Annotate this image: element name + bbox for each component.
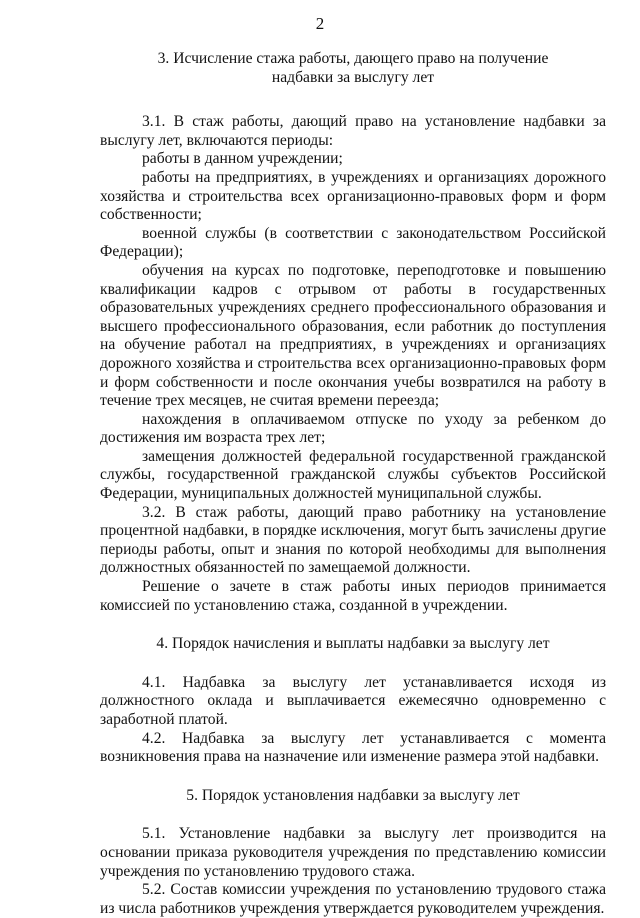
list-item-military-service: военной службы (в соответствии с законодательством Российской Федерации); <box>100 224 606 261</box>
section-4-title: 4. Порядок начисления и выплаты надбавки за выслугу лет <box>156 635 550 653</box>
paragraph-4-1: 4.1. Надбавка за выслугу лет устанавливается исходя из должностного оклада и выплачивается ежемесячно одновременно с заработной платой. <box>100 673 606 728</box>
list-item-civil-service: замещения должностей федеральной государственной гражданской службы, государственной гражданской службы субъектов Российской Федерации, муниципальных должностей муниципальной службы. <box>100 447 606 503</box>
list-item-work-at-enterprises: работы на предприятиях, в учреждениях и организациях дорожного хозяйства и строительства всех организационно-правовых форм и форм собственности; <box>100 168 606 224</box>
paragraph-5-1: 5.1. Установление надбавки за выслугу лет производится на основании приказа руководителя учреждения по представлению комиссии учреждения по установлению трудового стажа. <box>100 825 606 880</box>
list-item-training-courses: обучения на курсах по подготовке, переподготовке и повышению квалификации кадров с отрывом от работы в государственных образовательных учреждениях среднего профессионального образования и высшего профессионального образования, если работник до поступления на обучение работал на предприятиях, в учреждениях и организациях дорожного хозяйства и строительства всех организационно-правовых форм и форм собственности и после окончания учебы возвратился на работу в течение трех месяцев, не считая времени переезда; <box>100 261 606 410</box>
section-5 <box>100 787 606 918</box>
paragraph-3-2: 3.2. В стаж работы, дающий право работнику на установление процентной надбавки, в порядке исключения, могут быть зачислены другие периоды работы, опыт и знания по которой необходимы для выполнения должностных обязанностей по замещаемой должности. <box>100 503 606 577</box>
list-item-parental-leave: нахождения в оплачиваемом отпуске по уходу за ребенком до достижения им возраста трех лет; <box>100 410 606 447</box>
section-3 <box>100 50 606 615</box>
paragraph-5-2: 5.2. Состав комиссии учреждения по установлению трудового стажа из числа работников учреждения утверждается руководителем учреждения. <box>100 881 606 917</box>
section-3-title-line-2: надбавки за выслугу лет <box>271 68 435 86</box>
list-item-work-in-institution: работы в данном учреждении; <box>142 150 343 168</box>
paragraph-4-2: 4.2. Надбавка за выслугу лет устанавливается с момента возникновения права на назначение или изменение размера этой надбавки. <box>100 729 606 766</box>
section-4 <box>100 635 606 767</box>
page-number: 2 <box>315 14 325 33</box>
paragraph-decision: Решение о зачете в стаж работы иных периодов принимается комиссией по установлению стажа, созданной в учреждении. <box>100 578 606 614</box>
document-body <box>100 50 606 918</box>
section-5-title: 5. Порядок установления надбавки за выслугу лет <box>186 786 520 804</box>
section-3-title-line-1: 3. Исчисление стажа работы, дающего право на получение <box>157 50 549 67</box>
paragraph-3-1: 3.1. В стаж работы, дающий право на установление надбавки за выслугу лет, включаются периоды: <box>100 113 606 149</box>
